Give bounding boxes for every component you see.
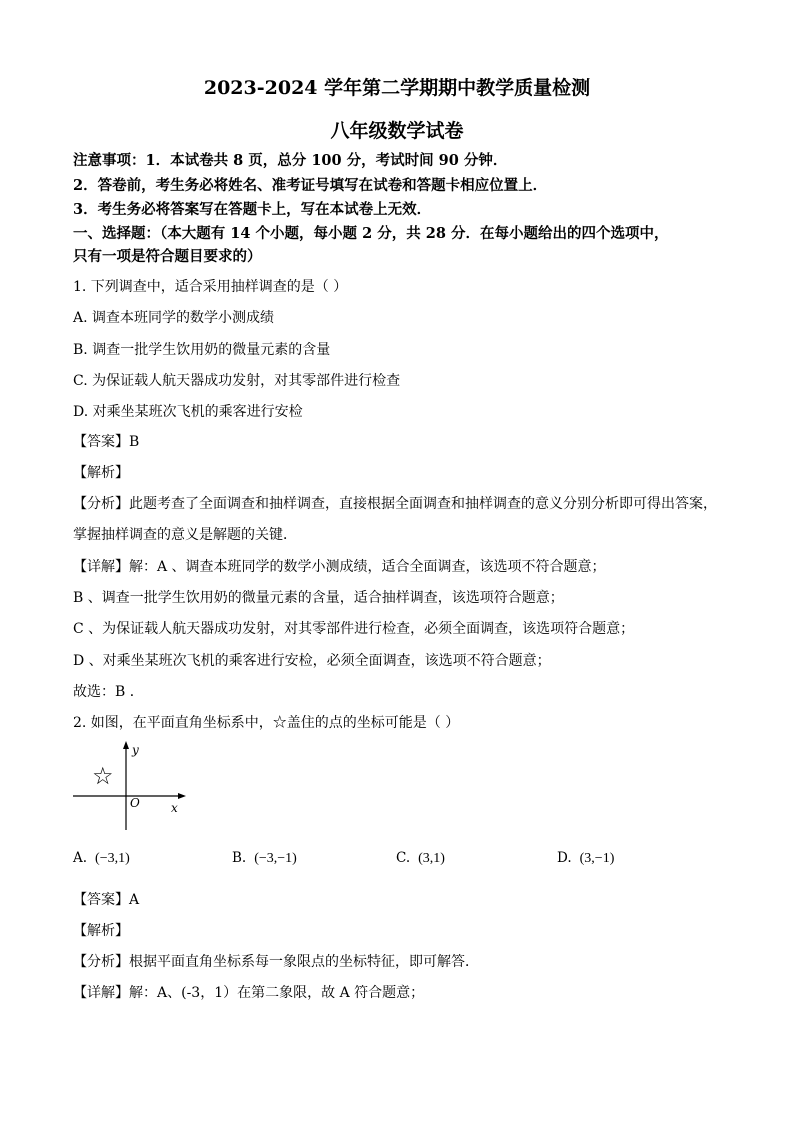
option-b-letter: B. xyxy=(232,850,247,866)
y-axis-label: y xyxy=(132,743,139,757)
notice-line-3: 3．考生务必将答案写在答题卡上，写在本试卷上无效． xyxy=(73,201,432,218)
question-2-answer: 【答案】A xyxy=(73,892,140,908)
question-1-stem: 1. 下列调查中，适合采用抽样调查的是（ ） xyxy=(73,279,348,295)
y-axis-arrow xyxy=(123,741,129,749)
question-2-option-c xyxy=(396,850,445,867)
question-1-detail-b: B 、调查一批学生饮用奶的微量元素的含量，适合抽样调查，该选项符合题意； xyxy=(73,590,564,606)
option-a-value: (−3,1) xyxy=(95,851,130,866)
origin-label: O xyxy=(130,796,140,810)
question-1-option-a: A. 调查本班同学的数学小测成绩 xyxy=(73,310,275,326)
x-axis-label: x xyxy=(171,801,178,815)
question-1-detail-c: C 、为保证载人航天器成功发射，对其零部件进行检查，必须全面调查，该选项符合题意； xyxy=(73,621,635,637)
section-heading-line-2: 只有一项是符合题目要求的） xyxy=(73,248,262,265)
option-d-value: (3,−1) xyxy=(579,851,615,866)
x-axis-arrow xyxy=(178,793,186,799)
question-1-analysis-2: 掌握抽样调查的意义是解题的关键． xyxy=(73,527,297,543)
option-a-letter: A. xyxy=(73,850,88,866)
notice-line-2: 2．答卷前，考生务必将姓名、准考证号填写在试卷和答题卡相应位置上． xyxy=(73,177,548,194)
question-1-option-c: C. 为保证载人航天器成功发射，对其零部件进行检查 xyxy=(73,373,401,389)
question-2-option-b xyxy=(232,850,297,867)
option-b-value: (−3,−1) xyxy=(254,851,297,866)
question-2-option-a xyxy=(73,850,130,867)
section-heading-line-1: 一、选择题：（本大题有 14 个小题，每小题 2 分，共 28 分．在每小题给出的四个选项中， xyxy=(73,225,669,242)
option-d-letter: D. xyxy=(557,850,572,866)
option-c-value: (3,1) xyxy=(418,851,445,866)
question-2-detail: 【详解】解：A、(-3，1）在第二象限，故 A 符合题意； xyxy=(73,985,425,1001)
notice-line-1: 注意事项：1．本试卷共 8 页，总分 100 分，考试时间 90 分钟． xyxy=(73,152,508,169)
option-c-letter: C. xyxy=(396,850,411,866)
question-2-analysis: 【分析】根据平面直角坐标系每一象限点的坐标特征，即可解答． xyxy=(73,954,479,970)
question-1-conclusion: 故选：B ． xyxy=(73,684,144,700)
star-icon: ☆ xyxy=(92,762,114,790)
question-1-jiexi: 【解析】 xyxy=(73,465,129,481)
exam-subtitle: 八年级数学试卷 xyxy=(330,120,464,142)
question-1-answer: 【答案】B xyxy=(73,434,140,450)
coordinate-plane-figure xyxy=(70,740,190,835)
question-1-option-b: B. 调查一批学生饮用奶的微量元素的含量 xyxy=(73,342,331,358)
question-1-detail-d: D 、对乘坐某班次飞机的乘客进行安检，必须全面调查，该选项不符合题意； xyxy=(73,653,551,669)
exam-title: 2023-2024 学年第二学期期中教学质量检测 xyxy=(203,77,591,99)
question-2-option-d xyxy=(557,850,614,867)
question-2-jiexi: 【解析】 xyxy=(73,923,129,939)
question-1-analysis-1: 【分析】此题考查了全面调查和抽样调查，直接根据全面调查和抽样调查的意义分别分析即可得出答案， xyxy=(73,496,717,512)
question-2-stem: 2. 如图，在平面直角坐标系中，☆盖住的点的坐标可能是（ ） xyxy=(73,715,460,731)
question-1-option-d: D. 对乘坐某班次飞机的乘客进行安检 xyxy=(73,404,303,420)
question-1-detail-a: 【详解】解：A 、调查本班同学的数学小测成绩，适合全面调查，该选项不符合题意； xyxy=(73,559,606,575)
